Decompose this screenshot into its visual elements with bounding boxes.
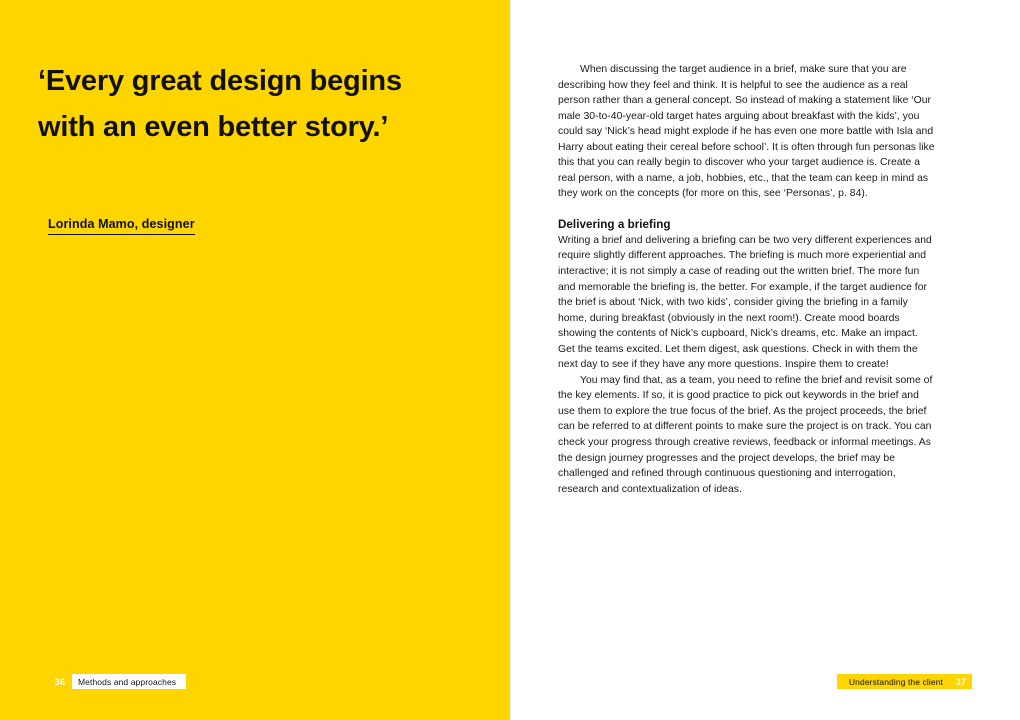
left-page-running-head: Methods and approaches — [78, 676, 177, 687]
section-subheading: Delivering a briefing — [558, 217, 671, 231]
pull-quote: ‘Every great design begins with an even better story.’ — [38, 65, 402, 143]
right-page — [510, 0, 1020, 720]
left-page-folio: 36 — [48, 674, 72, 689]
right-page-running-head: Understanding the client — [848, 676, 943, 687]
body-paragraph: Writing a brief and delivering a briefing can be two very different experiences and require slightly different approaches. The briefing is much more experiential and interactive; it is not simply a case of reading out the written brief. The more fun and memorable the briefing is, the better. For example, if the target audience for the brief is about ‘Nick, with two kids’, consider giving the briefing in a family home, during breakfast (obviously in the next room!). Create mood boards showing the contents of Nick’s cupboard, Nick’s dreams, etc. Make an impact. Get the teams excited. Let them digest, ask questions. Check in with them the next day to see if they have any more questions. Inspire them to create! — [558, 234, 932, 371]
right-page-folio: 37 — [955, 676, 967, 687]
page-gutter — [510, 0, 511, 720]
right-page-footer — [837, 674, 972, 689]
body-text-column — [558, 62, 936, 497]
left-page-footer — [48, 674, 186, 689]
body-paragraph: You may find that, as a team, you need to refine the brief and revisit some of the key elements. If so, it is good practice to pick out keywords in the brief and use them to explore the true focus of the brief. As the project proceeds, the brief can be referred to at different points to make sure the project is on track. You can check your progress through creative reviews, feedback or informal meetings. As the design journey progresses and the project develops, the brief may be challenged and refined through continuous questioning and interrogation, research and contextualization of ideas. — [558, 374, 933, 495]
body-paragraph: When discussing the target audience in a brief, make sure that you are describing how they feel and think. It is helpful to see the audience as a real person rather than a general concept. So instead of making a statement like ‘Our male 30-to-40-year-old target hates arguing about breakfast with the kids’, you could say ‘Nick’s head might explode if he has even one more battle with Isla and Harry about eating their cereal before school’. It is often through fun personas like this that you can really begin to discover who your target audience is. Create a real person, with a name, a job, hobbies, etc., that the team can keep in mind as they work on the concepts (for more on this, see ‘Personas’, p. 84). — [558, 64, 935, 200]
quote-attribution: Lorinda Mamo, designer — [48, 217, 195, 235]
